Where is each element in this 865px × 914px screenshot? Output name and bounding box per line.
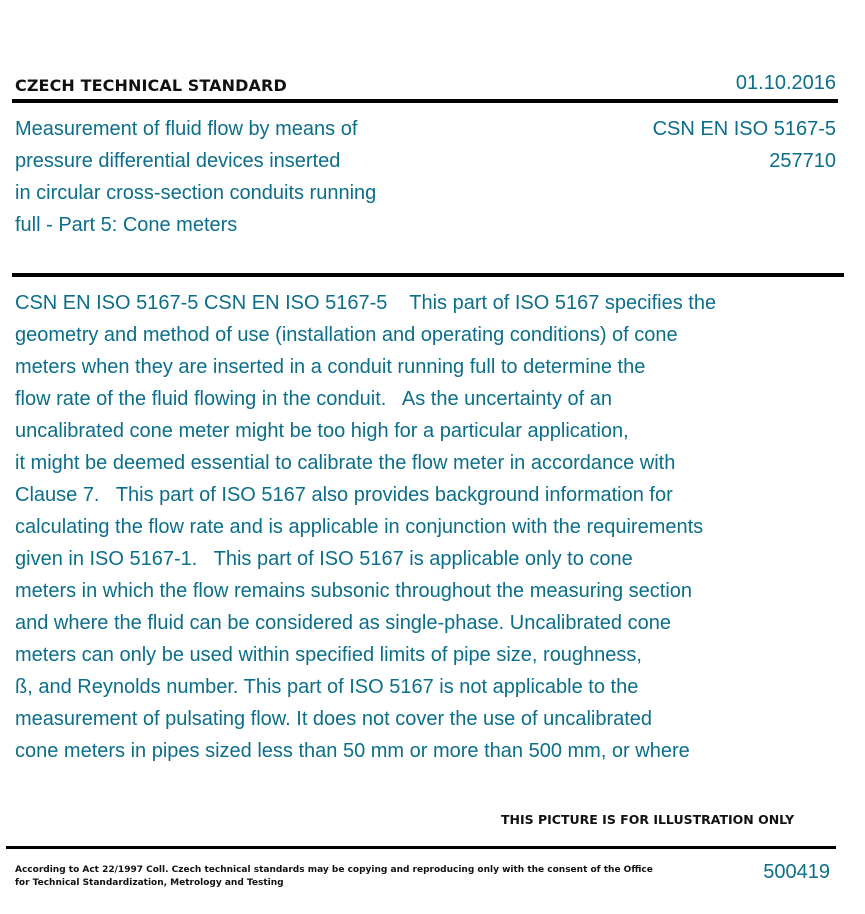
standard-title xyxy=(15,113,435,241)
abstract-line: meters in which the flow remains subsonic throughout the measuring section xyxy=(15,580,693,602)
title-line: pressure differential devices inserted xyxy=(15,150,341,172)
abstract-line: it might be deemed essential to calibrate the flow meter in accordance with xyxy=(15,452,676,474)
document-number: 500419 xyxy=(763,861,830,883)
illustration-notice: THIS PICTURE IS FOR ILLUSTRATION ONLY xyxy=(501,812,795,827)
title-line: Measurement of fluid flow by means of xyxy=(15,118,358,140)
abstract-line: uncalibrated cone meter might be too high for a particular application, xyxy=(15,420,629,442)
abstract-line: meters can only be used within specified limits of pipe size, roughness, xyxy=(15,644,642,666)
standard-codes xyxy=(653,113,836,177)
legal-notice xyxy=(15,864,653,890)
title-line: full - Part 5: Cone meters xyxy=(15,214,238,236)
standard-type-label: CZECH TECHNICAL STANDARD xyxy=(15,76,287,95)
abstract-line: ß, and Reynolds number. This part of ISO 5167 is not applicable to the xyxy=(15,676,639,698)
abstract-line: measurement of pulsating flow. It does not cover the use of uncalibrated xyxy=(15,708,653,730)
abstract-line: geometry and method of use (installation and operating conditions) of cone xyxy=(15,324,678,346)
abstract-line: flow rate of the fluid flowing in the conduit. As the uncertainty of an xyxy=(15,388,613,410)
abstract-line: cone meters in pipes sized less than 50 mm or more than 500 mm, or where xyxy=(15,740,690,762)
standard-code: CSN EN ISO 5167-5 xyxy=(652,118,836,140)
header-divider xyxy=(12,99,838,103)
footer-divider xyxy=(6,846,836,849)
catalog-number: 257710 xyxy=(769,150,836,172)
abstract-line: CSN EN ISO 5167-5 CSN EN ISO 5167-5 This part of ISO 5167 specifies the xyxy=(15,292,717,314)
abstract-line: calculating the flow rate and is applicable in conjunction with the requirements xyxy=(15,516,704,538)
title-line: in circular cross-section conduits running xyxy=(15,182,377,204)
abstract-line: meters when they are inserted in a conduit running full to determine the xyxy=(15,356,646,378)
legal-line: According to Act 22/1997 Coll. Czech technical standards may be copying and reproducing only with the consent of the Office xyxy=(15,865,653,875)
abstract-line: given in ISO 5167-1. This part of ISO 5167 is applicable only to cone xyxy=(15,548,633,570)
abstract-line: Clause 7. This part of ISO 5167 also provides background information for xyxy=(15,484,673,506)
title-divider xyxy=(12,273,844,277)
abstract-line: and where the fluid can be considered as single-phase. Uncalibrated cone xyxy=(15,612,671,634)
publication-date: 01.10.2016 xyxy=(735,72,836,94)
standard-abstract xyxy=(15,287,845,767)
legal-line: for Technical Standardization, Metrology and Testing xyxy=(15,878,284,888)
